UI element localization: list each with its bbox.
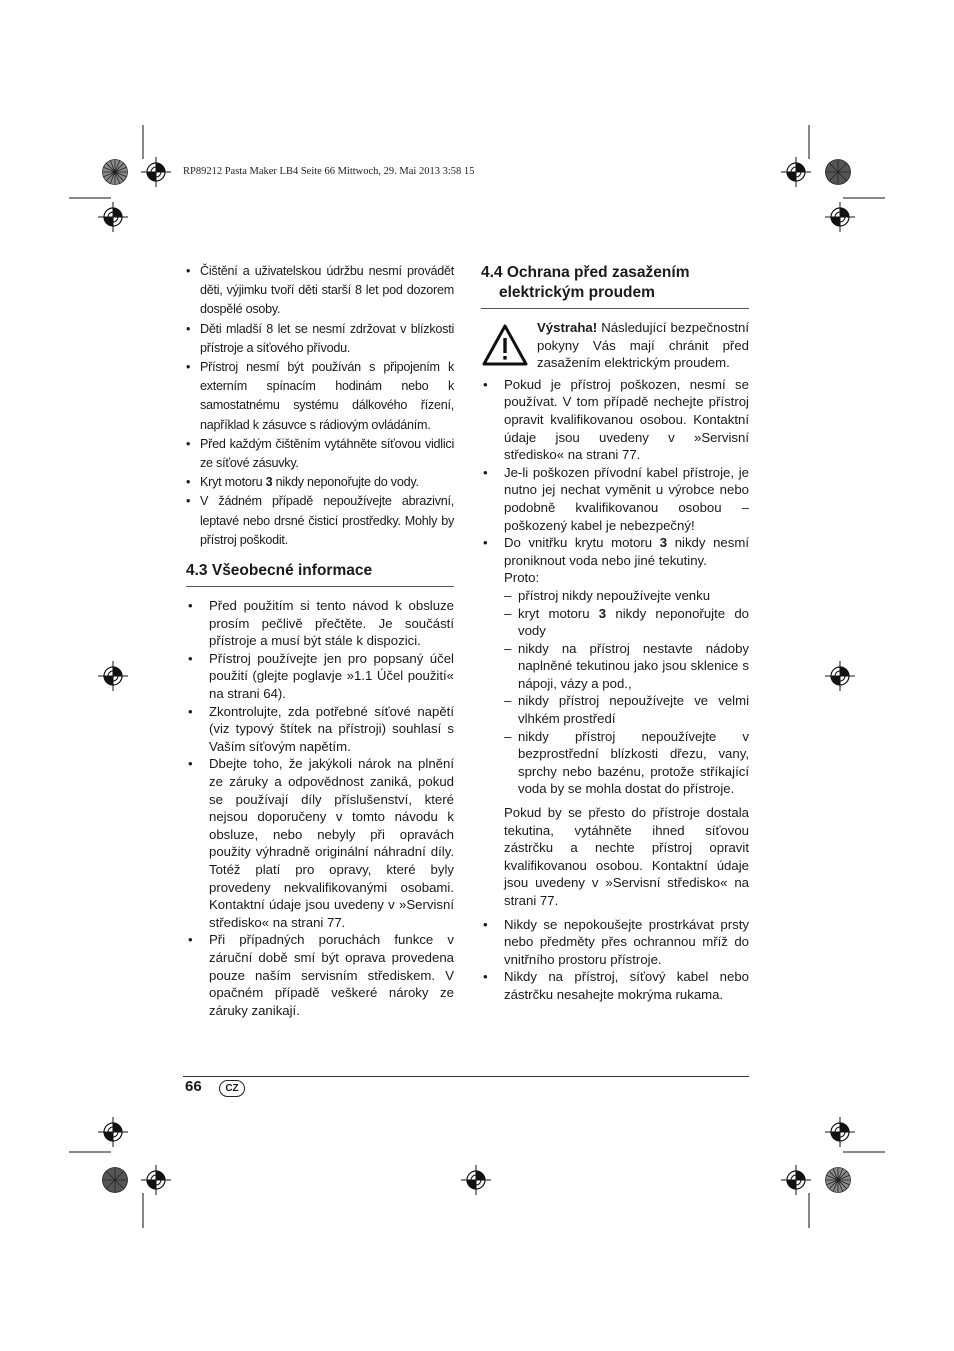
registration-mark-icon — [141, 1165, 171, 1195]
list-item: • Nikdy se nepokoušejte prostrkávat prsty nebo předměty přes ochrannou mříž do vnitřního prostoru přístroje. — [481, 916, 749, 969]
list-item: • Nikdy na přístroj, síťový kabel nebo zástrčku nesahejte mokrýma rukama. — [481, 968, 749, 1003]
list-item: • Čištění a uživatelskou údržbu nesmí provádět děti, výjimku tvoří děti starší 8 let pod dozorem dospělé osoby. — [186, 262, 454, 320]
heading-line: 4.4 Ochrana před zasažením — [481, 264, 690, 281]
registration-mark-icon — [825, 661, 855, 691]
registration-mark-icon — [781, 157, 811, 187]
list-item-text: Do vnitřku krytu motoru — [504, 535, 660, 551]
dash-list — [504, 587, 749, 798]
paragraph: Pokud by se přesto do přístroje dostala tekutina, vytáhněte ihned síťovou zástrčku a nechte přístroj opravit kvalifikovanou osobou. Kontaktní údaje jsou uvedeny v »Servisní středisko« na strani 77. — [504, 805, 749, 908]
dash-item-text: nikdy neponořujte do vody — [518, 605, 749, 639]
registration-mark-icon — [461, 1165, 491, 1195]
list-item-text: Kryt motoru — [200, 475, 266, 490]
warning-text — [537, 319, 749, 372]
dash-item — [504, 605, 749, 640]
safety-bullet-list — [186, 262, 454, 550]
color-target-icon — [826, 1168, 851, 1193]
part-number: 3 — [659, 535, 668, 551]
dash-item: – přístroj nikdy nepoužívejte venku — [504, 587, 749, 605]
list-item: • Pokud je přístroj poškozen, nesmí se používat. V tom případě nechejte přístroj opravit kvalifikovanou osobou. Kontaktní údaje jsou uvedeny v »Servisní středisko« na strani 77. — [481, 376, 749, 464]
dash-item: – nikdy na přístroj nestavte nádoby naplněné tekutinou jako jsou sklenice s nápoji, vázy a pod., — [504, 640, 749, 693]
warning-label: Výstraha! — [537, 320, 598, 335]
list-item: • Přístroj používejte jen pro popsaný účel použití (glejte poglavje »1.1 Účel použití« na strani 64). — [186, 650, 454, 703]
general-info-list — [186, 597, 454, 1019]
dash-item: – nikdy přístroj nepoužívejte v bezprostřední blízkosti dřezu, vany, sprchy nebo bazénu, protože stříkající voda by se mohla dostat do přístroje. — [504, 728, 749, 798]
part-number: 3 — [598, 605, 607, 621]
registration-mark-icon — [98, 1117, 128, 1147]
heading-line: elektrickým proudem — [499, 284, 655, 301]
color-target-icon — [826, 160, 851, 185]
registration-mark-icon — [825, 202, 855, 232]
electric-safety-list — [481, 376, 749, 798]
part-number: 3 — [265, 475, 273, 490]
list-item-text: Proto: — [504, 570, 540, 586]
list-item: • Při případných poruchách funkce v záruční době smí být oprava provedena pouze naším servisním střediskem. V opačném případě veškeré nároky ze záruky zanikají. — [186, 931, 454, 1019]
registration-mark-icon — [98, 661, 128, 691]
list-item: • Přístroj nesmí být používán s připojením k externím spínacím hodinám nebo k samostatnému systému dálkového řízení, například k zásuvce s rádiovým ovládáním. — [186, 358, 454, 435]
dash-item: – nikdy přístroj nepoužívejte ve velmi vlhkém prostředí — [504, 692, 749, 727]
list-item: • Dbejte toho, že jakýkoli nárok na plnění ze záruky a odpovědnost zaniká, pokud se používají díly příslušenství, které nejsou doporučeny v tomto návodu k obsluze, nebo nebyly při opravách použity výhradně originální náhradní díly. Totéž platí pro opravy, které byly provedeny nekvalifikovanými osobami. Kontaktní údaje jsou uvedeny v »Servisní středisko« na strani 77. — [186, 755, 454, 931]
list-item: • V žádném případě nepoužívejte abrazivní, leptavé nebo drsné čisticí prostředky. Mohly by přístroj poškodit. — [186, 492, 454, 550]
left-column — [186, 262, 454, 1019]
list-item: • Zkontrolujte, zda potřebné síťové napětí (viz typový štítek na přístroji) souhlasí s Vaším síťovým napětím. — [186, 703, 454, 756]
language-badge: CZ — [219, 1080, 245, 1097]
registration-mark-icon — [141, 157, 171, 187]
list-item: • Před každým čištěním vytáhněte síťovou vidlici ze síťové zásuvky. — [186, 435, 454, 473]
list-item-text: nikdy neponořujte do vody. — [272, 475, 419, 490]
footer-divider — [183, 1076, 749, 1077]
color-target-icon — [103, 160, 128, 185]
registration-mark-icon — [825, 1117, 855, 1147]
list-item-text: nikdy nesmí proniknout voda nebo jiné tekutiny. — [504, 535, 749, 568]
registration-mark-icon — [98, 202, 128, 232]
dash-item-text: kryt motoru — [518, 605, 599, 621]
list-item: • Je-li poškozen přívodní kabel přístroje, je nutno jej nechat vyměnit u výrobce nebo podobně kvalifikovanou osobou – poškozený kabel je nebezpečný! — [481, 464, 749, 534]
color-target-icon — [103, 1168, 128, 1193]
section-heading-4-4 — [481, 263, 749, 309]
list-item — [186, 473, 454, 492]
right-column — [481, 263, 749, 1004]
list-item — [481, 534, 749, 798]
print-header-line: RP89212 Pasta Maker LB4 Seite 66 Mittwoch, 29. Mai 2013 3:58 15 — [183, 166, 475, 177]
list-item: • Před použitím si tento návod k obsluze prosím pečlivě přečtěte. Je součástí přístroje a musí být stále k dispozici. — [186, 597, 454, 650]
page-number: 66 — [185, 1078, 202, 1095]
list-item: • Děti mladší 8 let se nesmí zdržovat v blízkosti přístroje a síťového přívodu. — [186, 320, 454, 358]
warning-box — [481, 319, 749, 372]
warning-message: Následující bezpečnostní pokyny Vás mají chránit před zasažením elektrickým proudem. — [537, 320, 749, 371]
electric-safety-list-continued — [481, 916, 749, 1004]
registration-mark-icon — [781, 1165, 811, 1195]
warning-triangle-icon — [481, 319, 529, 372]
section-heading-4-3: 4.3 Všeobecné informace — [186, 561, 454, 587]
